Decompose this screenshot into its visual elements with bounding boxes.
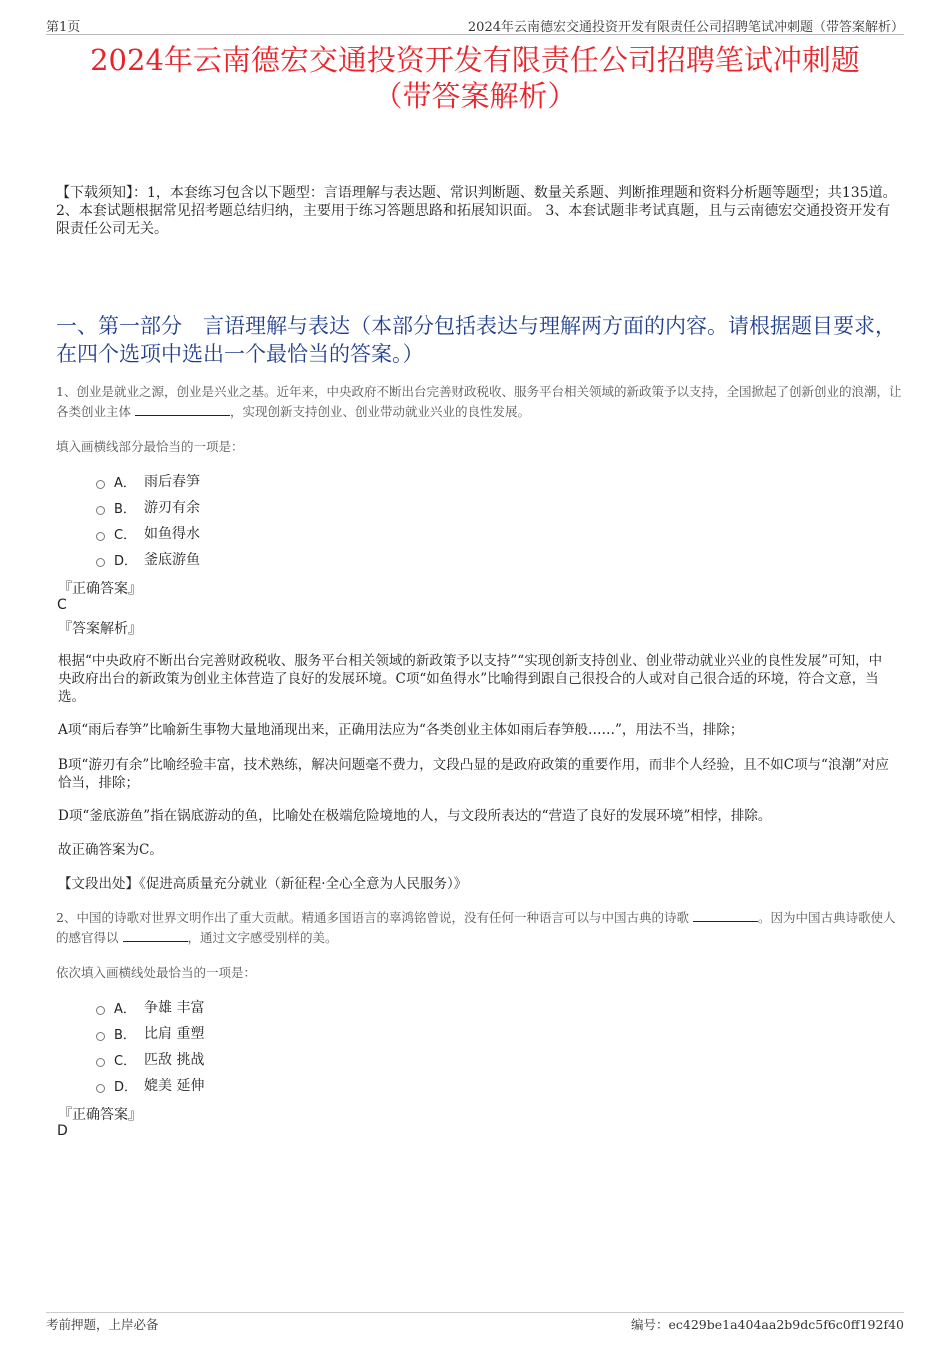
radio-icon[interactable] bbox=[96, 1006, 105, 1015]
analysis-paragraph: D项“釜底游鱼”指在锅底游动的鱼，比喻处在极端危险境地的人，与文段所表达的“营造了良好的发展环境”相悖，排除。 bbox=[58, 808, 772, 824]
document-id: 编号：ec429be1a404aa2b9dc5f6c0ff192f40 bbox=[631, 1317, 904, 1332]
question-1-text-part-a: 1、创业是就业之源，创业是兴业之基。近年来，中央政府不断出台完善财政税收、服务平台相关领域的新政策予以支持，全国掀起了创新创业的浪潮，让各类创业主体 bbox=[56, 384, 902, 419]
text-source: 【文段出处】《促进高质量充分就业（新征程·全心全意为人民服务）》 bbox=[58, 876, 468, 892]
question-1-prompt: 填入画横线部分最恰当的一项是： bbox=[56, 439, 244, 454]
question-1-options bbox=[96, 468, 200, 572]
question-2-text-part-b: 。因为中国古典诗歌使人的感官得以 bbox=[56, 910, 896, 945]
question-2-text bbox=[56, 908, 902, 948]
page-footer bbox=[46, 1312, 904, 1343]
footer-slogan: 考前押题，上岸必备 bbox=[46, 1317, 159, 1332]
answer-blank bbox=[693, 909, 758, 922]
correct-answer: D bbox=[57, 1123, 68, 1139]
question-1-text-part-b: ，实现创新支持创业、创业带动就业兴业的良性发展。 bbox=[230, 404, 531, 419]
option-c[interactable]: C． 匹敌 挑战 bbox=[96, 1046, 204, 1072]
radio-icon[interactable] bbox=[96, 1058, 105, 1067]
question-2-text-part-a: 2、中国的诗歌对世界文明作出了重大贡献。精通多国语言的辜鸿铭曾说，没有任何一种语言可以与中国古典的诗歌 bbox=[56, 910, 689, 925]
radio-icon[interactable] bbox=[96, 480, 105, 489]
answer-blank bbox=[123, 929, 188, 942]
analysis-paragraph: 根据“中央政府不断出台完善财政税收、服务平台相关领域的新政策予以支持”“实现创新支持创业、创业带动就业兴业的良性发展”可知，中央政府出台的新政策为创业主体营造了良好的发展环境。C项“如鱼得水”比喻得到跟自己很投合的人或对自己很合适的环境，符合文意，当选。 bbox=[58, 653, 883, 705]
header-doc-title: 2024年云南德宏交通投资开发有限责任公司招聘笔试冲刺题（带答案解析） bbox=[467, 20, 904, 35]
question-2-text-part-c: ，通过文字感受别样的美。 bbox=[187, 930, 338, 945]
correct-answer-label: 『正确答案』 bbox=[58, 1107, 142, 1123]
page-title bbox=[40, 42, 910, 114]
option-b[interactable]: B． 比肩 重塑 bbox=[96, 1020, 204, 1046]
option-a[interactable]: A． 雨后春笋 bbox=[96, 468, 200, 494]
page-number: 第1页 bbox=[46, 20, 81, 35]
option-b[interactable]: B． 游刃有余 bbox=[96, 494, 200, 520]
section-heading: 一、第一部分 言语理解与表达（本部分包括表达与理解两方面的内容。请根据题目要求，在四个选项中选出一个最恰当的答案。） bbox=[56, 314, 896, 366]
analysis-paragraph: B项“游刃有余”比喻经验丰富，技术熟练，解决问题毫不费力，文段凸显的是政府政策的重要作用，而非个人经验，且不如C项与“浪潮”对应恰当，排除； bbox=[58, 757, 889, 791]
option-c[interactable]: C． 如鱼得水 bbox=[96, 520, 200, 546]
analysis-paragraph: A项“雨后春笋”比喻新生事物大量地涌现出来，正确用法应为“各类创业主体如雨后春笋般……”，用法不当，排除； bbox=[58, 722, 744, 738]
radio-icon[interactable] bbox=[96, 558, 105, 567]
page-header bbox=[46, 14, 904, 35]
correct-answer-label: 『正确答案』 bbox=[58, 581, 142, 597]
radio-icon[interactable] bbox=[96, 1032, 105, 1041]
radio-icon[interactable] bbox=[96, 532, 105, 541]
analysis-label: 『答案解析』 bbox=[58, 621, 142, 637]
analysis-conclusion: 故正确答案为C。 bbox=[58, 842, 163, 858]
option-d[interactable]: D． 釜底游鱼 bbox=[96, 546, 200, 572]
option-a[interactable]: A． 争雄 丰富 bbox=[96, 994, 204, 1020]
question-1-text bbox=[56, 382, 902, 422]
title-line-1: 2024年云南德宏交通投资开发有限责任公司招聘笔试冲刺题 bbox=[90, 43, 860, 77]
option-d[interactable]: D． 媲美 延伸 bbox=[96, 1072, 204, 1098]
answer-blank bbox=[135, 403, 230, 416]
title-line-2: （带答案解析） bbox=[373, 79, 577, 113]
correct-answer: C bbox=[57, 597, 67, 613]
download-notice: 【下载须知】：1，本套练习包含以下题型：言语理解与表达题、常识判断题、数量关系题、判断推理题和资料分析题等题型；共135道。 2、本套试题根据常见招考题总结归纳，主要用于练习答题思路和拓展知识面。 3、本套试题非考试真题，且与云南德宏交通投资开发有限责任公司无关。 bbox=[56, 185, 897, 237]
question-2-prompt: 依次填入画横线处最恰当的一项是： bbox=[56, 965, 257, 980]
question-2-options bbox=[96, 994, 204, 1098]
radio-icon[interactable] bbox=[96, 1084, 105, 1093]
radio-icon[interactable] bbox=[96, 506, 105, 515]
